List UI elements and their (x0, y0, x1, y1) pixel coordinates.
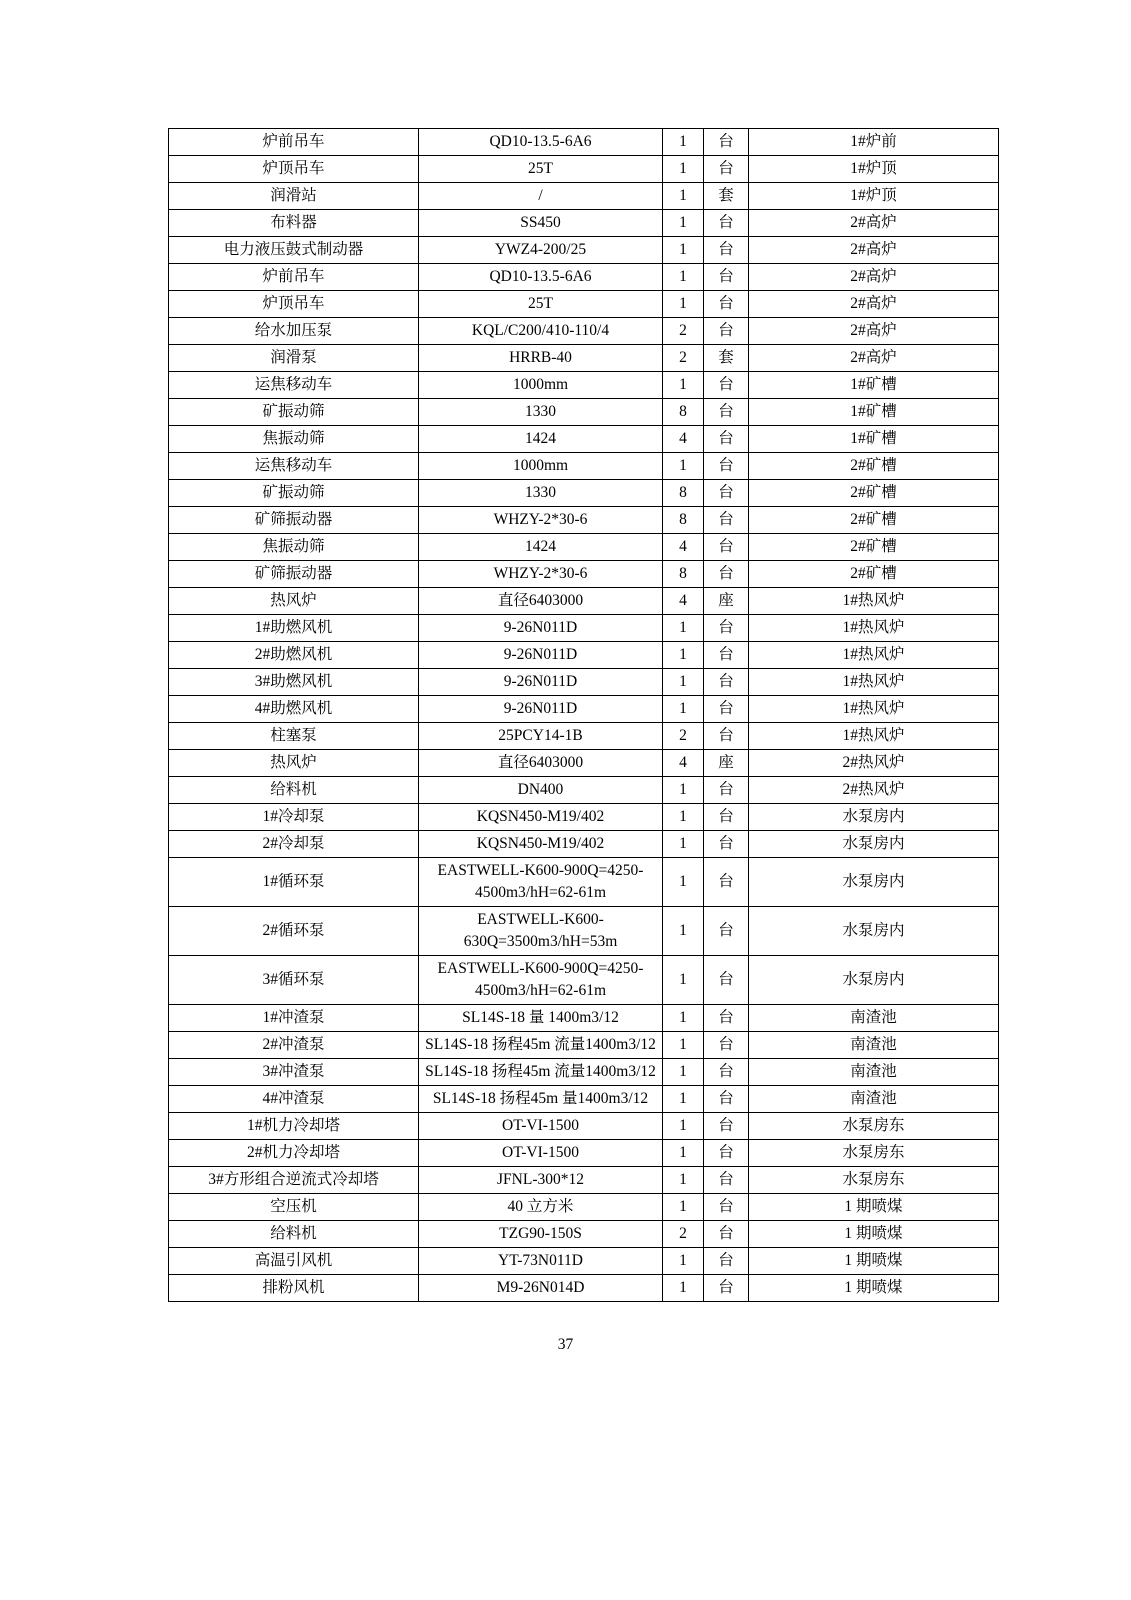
cell-equipment-name: 给水加压泵 (169, 318, 419, 345)
cell-quantity: 1 (663, 642, 704, 669)
table-row (169, 156, 999, 183)
cell-model: SS450 (419, 210, 663, 237)
cell-unit: 台 (704, 907, 749, 956)
cell-unit: 台 (704, 1248, 749, 1275)
cell-quantity: 4 (663, 534, 704, 561)
cell-model: QD10-13.5-6A6 (419, 264, 663, 291)
cell-location: 1#矿槽 (749, 372, 999, 399)
cell-equipment-name: 炉顶吊车 (169, 156, 419, 183)
cell-quantity: 1 (663, 1086, 704, 1113)
cell-unit: 套 (704, 345, 749, 372)
cell-location: 1#热风炉 (749, 723, 999, 750)
table-row (169, 129, 999, 156)
cell-model: 1424 (419, 534, 663, 561)
cell-unit: 座 (704, 588, 749, 615)
cell-model: 9-26N011D (419, 642, 663, 669)
cell-location: 1 期喷煤 (749, 1248, 999, 1275)
cell-unit: 台 (704, 831, 749, 858)
cell-equipment-name: 柱塞泵 (169, 723, 419, 750)
cell-location: 2#高炉 (749, 291, 999, 318)
cell-equipment-name: 矿振动筛 (169, 399, 419, 426)
cell-location: 1#炉前 (749, 129, 999, 156)
cell-model: 9-26N011D (419, 615, 663, 642)
cell-location: 水泵房内 (749, 858, 999, 907)
cell-model: 25T (419, 156, 663, 183)
table-row (169, 1248, 999, 1275)
cell-quantity: 1 (663, 156, 704, 183)
cell-location: 水泵房内 (749, 956, 999, 1005)
table-row (169, 426, 999, 453)
cell-location: 1#热风炉 (749, 615, 999, 642)
cell-equipment-name: 4#冲渣泵 (169, 1086, 419, 1113)
cell-location: 1#矿槽 (749, 426, 999, 453)
cell-equipment-name: 1#循环泵 (169, 858, 419, 907)
cell-equipment-name: 给料机 (169, 1221, 419, 1248)
cell-unit: 台 (704, 723, 749, 750)
table-row (169, 1086, 999, 1113)
cell-model: OT-VI-1500 (419, 1140, 663, 1167)
cell-unit: 台 (704, 291, 749, 318)
equipment-table (168, 128, 999, 1302)
cell-quantity: 1 (663, 907, 704, 956)
cell-unit: 台 (704, 956, 749, 1005)
cell-model: 40 立方米 (419, 1194, 663, 1221)
cell-location: 1#热风炉 (749, 642, 999, 669)
cell-unit: 台 (704, 1194, 749, 1221)
cell-model: KQL/C200/410-110/4 (419, 318, 663, 345)
cell-unit: 台 (704, 696, 749, 723)
table-row (169, 1113, 999, 1140)
cell-unit: 台 (704, 264, 749, 291)
cell-quantity: 1 (663, 956, 704, 1005)
cell-equipment-name: 1#助燃风机 (169, 615, 419, 642)
cell-location: 2#高炉 (749, 318, 999, 345)
cell-model: 直径6403000 (419, 588, 663, 615)
cell-quantity: 1 (663, 696, 704, 723)
table-row (169, 399, 999, 426)
cell-unit: 台 (704, 507, 749, 534)
cell-quantity: 1 (663, 237, 704, 264)
cell-location: 水泵房东 (749, 1167, 999, 1194)
cell-model: KQSN450-M19/402 (419, 804, 663, 831)
table-row (169, 237, 999, 264)
cell-unit: 台 (704, 372, 749, 399)
cell-location: 1#热风炉 (749, 696, 999, 723)
table-row (169, 1059, 999, 1086)
cell-equipment-name: 矿振动筛 (169, 480, 419, 507)
cell-location: 2#高炉 (749, 237, 999, 264)
cell-unit: 台 (704, 804, 749, 831)
cell-unit: 台 (704, 480, 749, 507)
cell-model: QD10-13.5-6A6 (419, 129, 663, 156)
cell-equipment-name: 矿筛振动器 (169, 507, 419, 534)
cell-equipment-name: 焦振动筛 (169, 426, 419, 453)
cell-model: OT-VI-1500 (419, 1113, 663, 1140)
cell-quantity: 2 (663, 723, 704, 750)
cell-quantity: 1 (663, 1140, 704, 1167)
cell-model: 1424 (419, 426, 663, 453)
cell-unit: 座 (704, 750, 749, 777)
cell-location: 1#热风炉 (749, 588, 999, 615)
cell-model: TZG90-150S (419, 1221, 663, 1248)
cell-equipment-name: 2#循环泵 (169, 907, 419, 956)
table-row (169, 345, 999, 372)
cell-quantity: 8 (663, 399, 704, 426)
cell-location: 南渣池 (749, 1059, 999, 1086)
cell-unit: 套 (704, 183, 749, 210)
cell-location: 1#炉顶 (749, 156, 999, 183)
cell-unit: 台 (704, 156, 749, 183)
table-row (169, 210, 999, 237)
cell-equipment-name: 3#冲渣泵 (169, 1059, 419, 1086)
cell-quantity: 8 (663, 480, 704, 507)
cell-equipment-name: 焦振动筛 (169, 534, 419, 561)
cell-model: 1330 (419, 399, 663, 426)
page-number: 37 (557, 1336, 574, 1353)
cell-model: YWZ4-200/25 (419, 237, 663, 264)
cell-location: 2#高炉 (749, 210, 999, 237)
table-row (169, 588, 999, 615)
table-row (169, 831, 999, 858)
table-row (169, 372, 999, 399)
cell-unit: 台 (704, 1113, 749, 1140)
table-row (169, 750, 999, 777)
cell-equipment-name: 热风炉 (169, 750, 419, 777)
cell-quantity: 4 (663, 750, 704, 777)
cell-location: 水泵房内 (749, 907, 999, 956)
cell-quantity: 1 (663, 1059, 704, 1086)
table-row (169, 723, 999, 750)
cell-quantity: 1 (663, 1032, 704, 1059)
cell-model: WHZY-2*30-6 (419, 561, 663, 588)
cell-location: 2#矿槽 (749, 534, 999, 561)
cell-unit: 台 (704, 858, 749, 907)
cell-equipment-name: 排粉风机 (169, 1275, 419, 1302)
cell-model: M9-26N014D (419, 1275, 663, 1302)
cell-model: SL14S-18 扬程45m 流量1400m3/12 (419, 1059, 663, 1086)
cell-model: KQSN450-M19/402 (419, 831, 663, 858)
cell-quantity: 1 (663, 210, 704, 237)
table-row (169, 1005, 999, 1032)
cell-quantity: 8 (663, 507, 704, 534)
cell-quantity: 1 (663, 1005, 704, 1032)
cell-quantity: 1 (663, 372, 704, 399)
cell-equipment-name: 运焦移动车 (169, 453, 419, 480)
cell-location: 水泵房东 (749, 1140, 999, 1167)
cell-quantity: 1 (663, 615, 704, 642)
cell-equipment-name: 润滑泵 (169, 345, 419, 372)
table-row (169, 642, 999, 669)
cell-model: EASTWELL-K600-900Q=4250-4500m3/hH=62-61m (419, 858, 663, 907)
cell-location: 1 期喷煤 (749, 1221, 999, 1248)
cell-equipment-name: 2#助燃风机 (169, 642, 419, 669)
cell-unit: 台 (704, 615, 749, 642)
cell-model: 直径6403000 (419, 750, 663, 777)
cell-equipment-name: 炉前吊车 (169, 129, 419, 156)
cell-location: 2#矿槽 (749, 507, 999, 534)
table-row (169, 907, 999, 956)
table-row (169, 696, 999, 723)
cell-model: HRRB-40 (419, 345, 663, 372)
cell-unit: 台 (704, 642, 749, 669)
table-row (169, 956, 999, 1005)
cell-quantity: 2 (663, 345, 704, 372)
cell-quantity: 1 (663, 129, 704, 156)
cell-model: 9-26N011D (419, 696, 663, 723)
cell-unit: 台 (704, 1059, 749, 1086)
cell-equipment-name: 3#助燃风机 (169, 669, 419, 696)
table-row (169, 291, 999, 318)
cell-quantity: 1 (663, 804, 704, 831)
cell-location: 2#高炉 (749, 345, 999, 372)
cell-model: 1000mm (419, 372, 663, 399)
cell-unit: 台 (704, 669, 749, 696)
cell-model: SL14S-18 扬程45m 量1400m3/12 (419, 1086, 663, 1113)
cell-unit: 台 (704, 1086, 749, 1113)
cell-quantity: 2 (663, 1221, 704, 1248)
cell-location: 1#热风炉 (749, 669, 999, 696)
cell-equipment-name: 热风炉 (169, 588, 419, 615)
cell-model: WHZY-2*30-6 (419, 507, 663, 534)
cell-model: SL14S-18 量 1400m3/12 (419, 1005, 663, 1032)
table-row (169, 858, 999, 907)
cell-model: JFNL-300*12 (419, 1167, 663, 1194)
cell-quantity: 1 (663, 453, 704, 480)
cell-quantity: 1 (663, 777, 704, 804)
table-row (169, 183, 999, 210)
cell-equipment-name: 炉前吊车 (169, 264, 419, 291)
table-row (169, 777, 999, 804)
cell-location: 1 期喷煤 (749, 1275, 999, 1302)
cell-unit: 台 (704, 1032, 749, 1059)
table-row (169, 615, 999, 642)
cell-quantity: 1 (663, 183, 704, 210)
cell-location: 2#高炉 (749, 264, 999, 291)
cell-equipment-name: 2#冷却泵 (169, 831, 419, 858)
table-row (169, 1221, 999, 1248)
cell-equipment-name: 炉顶吊车 (169, 291, 419, 318)
cell-unit: 台 (704, 777, 749, 804)
cell-quantity: 1 (663, 1194, 704, 1221)
cell-unit: 台 (704, 1140, 749, 1167)
cell-quantity: 1 (663, 669, 704, 696)
cell-model: YT-73N011D (419, 1248, 663, 1275)
cell-quantity: 1 (663, 858, 704, 907)
cell-equipment-name: 高温引风机 (169, 1248, 419, 1275)
cell-model: 25T (419, 291, 663, 318)
cell-quantity: 4 (663, 426, 704, 453)
cell-location: 水泵房内 (749, 804, 999, 831)
cell-equipment-name: 布料器 (169, 210, 419, 237)
cell-location: 2#热风炉 (749, 750, 999, 777)
table-row (169, 1032, 999, 1059)
cell-unit: 台 (704, 1005, 749, 1032)
table-row (169, 1140, 999, 1167)
table-row (169, 318, 999, 345)
cell-unit: 台 (704, 237, 749, 264)
cell-equipment-name: 2#机力冷却塔 (169, 1140, 419, 1167)
cell-quantity: 1 (663, 264, 704, 291)
cell-location: 南渣池 (749, 1086, 999, 1113)
table-row (169, 1167, 999, 1194)
cell-equipment-name: 1#冷却泵 (169, 804, 419, 831)
cell-location: 南渣池 (749, 1032, 999, 1059)
table-row (169, 534, 999, 561)
cell-location: 1#炉顶 (749, 183, 999, 210)
cell-model: 9-26N011D (419, 669, 663, 696)
cell-quantity: 1 (663, 1275, 704, 1302)
cell-model: 1330 (419, 480, 663, 507)
cell-location: 1 期喷煤 (749, 1194, 999, 1221)
equipment-table-body (169, 129, 999, 1302)
cell-location: 1#矿槽 (749, 399, 999, 426)
table-row (169, 453, 999, 480)
cell-model: SL14S-18 扬程45m 流量1400m3/12 (419, 1032, 663, 1059)
cell-model: 1000mm (419, 453, 663, 480)
cell-model: 25PCY14-1B (419, 723, 663, 750)
cell-quantity: 4 (663, 588, 704, 615)
table-row (169, 669, 999, 696)
table-row (169, 561, 999, 588)
cell-quantity: 1 (663, 291, 704, 318)
cell-location: 2#矿槽 (749, 480, 999, 507)
cell-model: EASTWELL-K600-630Q=3500m3/hH=53m (419, 907, 663, 956)
cell-equipment-name: 润滑站 (169, 183, 419, 210)
table-row (169, 507, 999, 534)
cell-unit: 台 (704, 210, 749, 237)
cell-unit: 台 (704, 1275, 749, 1302)
cell-unit: 台 (704, 1221, 749, 1248)
cell-quantity: 2 (663, 318, 704, 345)
cell-location: 水泵房东 (749, 1113, 999, 1140)
cell-model: EASTWELL-K600-900Q=4250-4500m3/hH=62-61m (419, 956, 663, 1005)
cell-unit: 台 (704, 318, 749, 345)
cell-unit: 台 (704, 129, 749, 156)
cell-equipment-name: 给料机 (169, 777, 419, 804)
cell-unit: 台 (704, 1167, 749, 1194)
cell-quantity: 1 (663, 1248, 704, 1275)
cell-unit: 台 (704, 534, 749, 561)
cell-quantity: 1 (663, 1113, 704, 1140)
cell-location: 水泵房内 (749, 831, 999, 858)
cell-unit: 台 (704, 399, 749, 426)
cell-equipment-name: 3#方形组合逆流式冷却塔 (169, 1167, 419, 1194)
cell-unit: 台 (704, 453, 749, 480)
table-row (169, 804, 999, 831)
cell-unit: 台 (704, 561, 749, 588)
cell-unit: 台 (704, 426, 749, 453)
cell-equipment-name: 运焦移动车 (169, 372, 419, 399)
cell-equipment-name: 1#冲渣泵 (169, 1005, 419, 1032)
cell-equipment-name: 4#助燃风机 (169, 696, 419, 723)
table-row (169, 480, 999, 507)
cell-equipment-name: 2#冲渣泵 (169, 1032, 419, 1059)
cell-equipment-name: 电力液压鼓式制动器 (169, 237, 419, 264)
table-row (169, 1275, 999, 1302)
cell-equipment-name: 3#循环泵 (169, 956, 419, 1005)
cell-model: DN400 (419, 777, 663, 804)
cell-equipment-name: 空压机 (169, 1194, 419, 1221)
cell-location: 2#矿槽 (749, 453, 999, 480)
cell-equipment-name: 矿筛振动器 (169, 561, 419, 588)
cell-model: / (419, 183, 663, 210)
cell-quantity: 1 (663, 831, 704, 858)
cell-equipment-name: 1#机力冷却塔 (169, 1113, 419, 1140)
cell-quantity: 8 (663, 561, 704, 588)
cell-location: 南渣池 (749, 1005, 999, 1032)
cell-quantity: 1 (663, 1167, 704, 1194)
cell-location: 2#矿槽 (749, 561, 999, 588)
table-row (169, 264, 999, 291)
table-row (169, 1194, 999, 1221)
cell-location: 2#热风炉 (749, 777, 999, 804)
